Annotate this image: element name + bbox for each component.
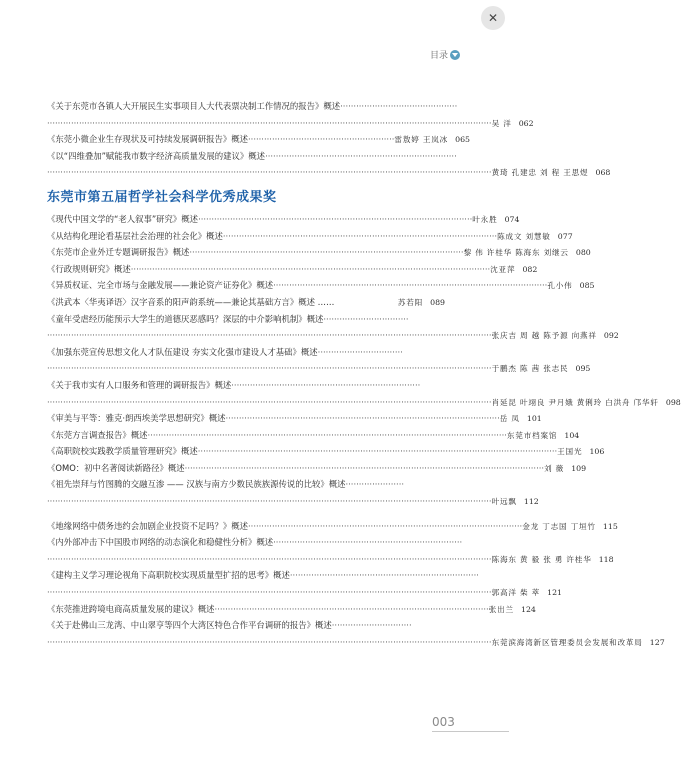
toc-label: 目录 (429, 51, 448, 61)
toc-entry[interactable]: 《东莞推进跨境电商高质量发展的建议》概述 ······································································································· 张出兰 124 (47, 601, 445, 618)
toc-entry[interactable]: 《内外部冲击下中国股市网络的动态演化和稳健性分析》概述 ······································································· ······································································································································································· 陈海东 黄 毅 张 勇 许桂华 118 (47, 534, 445, 567)
toc-entry[interactable]: 《异质权证、完全市场与金融发展——兼论资产证券化》概述 ······································································································· 孔小伟 085 (47, 277, 445, 294)
entry-title: 《现代中国文学的“老人叙事”研究》概述 (47, 213, 199, 224)
toc-entry[interactable]: 《审美与平等：雅克·朗西埃美学思想研究》概述 ······································································································· 岳 凤 101 (47, 410, 445, 427)
toc-entry[interactable]: 《建构主义学习理论视角下高职院校实现质量型扩招的思考》概述 ······································································· ······································································································································································· 郭高洋 柴 萃 121 (47, 567, 445, 600)
entry-page: 124 (521, 604, 536, 614)
entry-page: 095 (575, 364, 591, 374)
toc-entry[interactable]: 《高职院校实践教学质量管理研究》概述 ······································································································································· 王国光 106 (47, 443, 445, 460)
entry-page: 082 (522, 264, 538, 274)
entry-author: 刘 薇 (544, 463, 565, 473)
entry-page: 098 (665, 397, 681, 407)
entry-author: 陈海东 黄 毅 张 勇 许桂华 (491, 554, 592, 564)
entry-page: 092 (603, 331, 619, 341)
entry-page: 106 (589, 447, 605, 457)
entry-title: 《审美与平等：雅克·朗西埃美学思想研究》概述 (47, 413, 226, 424)
toc-entry[interactable]: 《行政规则研究》概述 ······································································································································· 沈亚萍 082 (47, 261, 445, 278)
toc-entry[interactable] (47, 294, 445, 311)
toc-entry[interactable]: 《东莞小微企业生存现状及可持续发展调研报告》概述 ······················································· 雷敖婷 王岚冰 065 (47, 131, 445, 148)
entry-title: 《东莞市企业外迁专题调研报告》概述 (47, 247, 190, 258)
entry-author: 黎 伟 许桂华 陈海东 刘继云 (463, 248, 569, 258)
entry-page: 115 (602, 521, 618, 531)
entry-title: 《地缘网络中债务违约会加剧企业投资不足吗？》概述 (47, 520, 248, 531)
entry-author: 金龙 丁志国 丁垣竹 (522, 521, 596, 531)
toc-entry[interactable]: 《关于赴佛山三龙湾、中山翠亨等四个大湾区特色合作平台调研的报告》概述 ······························ ······································································································································································· 东莞滨海湾新区管理委员会发展和改革局 127 (47, 617, 445, 650)
section-title: 东莞市第五届哲学社会科学优秀成果奖 (47, 189, 277, 205)
page-number: 003 (432, 715, 455, 729)
entry-author: 王国光 (557, 447, 583, 457)
entry-page: 121 (547, 588, 562, 598)
entry-title: 《异质权证、完全市场与金融发展——兼论资产证券化》概述 (47, 280, 274, 291)
entry-title: 《行政规则研究》概述 (47, 263, 131, 274)
entry-author: 张出兰 (488, 604, 514, 614)
entry-page: 104 (564, 430, 580, 440)
toc-entry[interactable]: 《祖先崇拜与竹图腾的交融互渗 —— 汉族与南方少数民族族源传说的比较》概述 ······················ ······································································································································································· 叶远飘 112 (47, 476, 445, 509)
entry-author: 叶远飘 (491, 497, 517, 507)
entry-author: 岳 凤 (499, 414, 520, 424)
entry-title: 《关于赴佛山三龙湾、中山翠亨等四个大湾区特色合作平台调研的报告》概述 (47, 620, 332, 631)
entry-title: 《OMO：初中名著阅读新路径》概述 (47, 462, 185, 473)
entry-author: 张庆吉 周 越 陈予源 向燕祥 (491, 331, 597, 341)
entry-page: 068 (595, 168, 611, 178)
entry-author: 沈亚萍 (490, 264, 516, 274)
entry-title: 《东莞方言调查报告》概述 (47, 429, 148, 440)
entry-title: 《东莞推进跨境电商高质量发展的建议》概述 (47, 603, 215, 614)
entry-title: 《以“四维叠加”赋能我市数字经济高质量发展的建议》概述 (47, 150, 266, 161)
entry-author: 郭高洋 柴 萃 (491, 588, 540, 598)
entry-page: 077 (557, 231, 573, 241)
entry-title: 《加强东莞宣传思想文化人才队伍建设 夯实文化强市建设人才基础》概述 (47, 346, 318, 357)
entry-author: 黄琦 孔建忠 刘 程 王思煜 (491, 168, 589, 178)
toc-entry[interactable]: 《童年受虐经历能预示大学生的道德厌恶感吗？深层的中介影响机制》概述 ································ ······································································································································································· 张庆吉 周 越 陈予源 向燕祥 092 (47, 311, 445, 344)
entry-page: 089 (430, 297, 445, 307)
entry-page: 118 (598, 554, 614, 564)
entry-title: 《东莞小微企业生存现状及可持续发展调研报告》概述 (47, 134, 248, 145)
entry-page: 109 (571, 463, 587, 473)
entry-author: 孔小伟 (547, 281, 573, 291)
entry-title: 《关于东莞市各镇人大开展民生实事项目人大代表票决制工作情况的报告》概述 (47, 101, 341, 111)
entry-page: 085 (579, 281, 595, 291)
toc-entry[interactable]: 《现代中国文学的“老人叙事”研究》概述 ······································································································· 叶永胜 074 (47, 211, 445, 228)
entry-title: 《建构主义学习理论视角下高职院校实现质量型扩招的思考》概述 (47, 570, 290, 581)
entry-author: 于鹏杰 陈 茜 张志民 (491, 364, 569, 374)
entry-page: 065 (455, 135, 470, 145)
toc-entry[interactable]: 《加强东莞宣传思想文化人才队伍建设 夯实文化强市建设人才基础》概述 ································ ······································································································································································· 于鹏杰 陈 茜 张志民 095 (47, 344, 445, 377)
entry-author: 吴 洋 (491, 118, 512, 128)
entry-page: 101 (526, 414, 542, 424)
entry-author: 雷敖婷 王岚冰 (394, 135, 448, 145)
toc-content (47, 98, 681, 650)
entry-page: 127 (649, 637, 665, 647)
toc-entry[interactable]: 《地缘网络中债务违约会加剧企业投资不足吗？》概述 ······································································································· 金龙 丁志国 丁垣竹 115 (47, 518, 445, 535)
toc-entry[interactable]: 《关于东莞市各镇人大开展民生实事项目人大代表票决制工作情况的报告》概述 ············································ ······································································································································································· 吴 洋 062 (47, 98, 445, 131)
entry-page: 062 (518, 118, 534, 128)
close-icon[interactable]: ✕ (481, 6, 505, 30)
entry-author: 苏若阳 (397, 297, 423, 307)
entry-title: 《高职院校实践教学质量管理研究》概述 (47, 446, 198, 457)
toc-entry[interactable]: 《以“四维叠加”赋能我市数字经济高质量发展的建议》概述 ········································································ ······································································································································································· 黄琦 孔建忠 刘 程 王思煜 068 (47, 148, 445, 181)
entry-author: 肖延昆 叶翊良 尹月娥 黄俐玲 白洪舟 邝华轩 (491, 397, 659, 407)
toc-entry[interactable]: 《东莞方言调查报告》概述 ······································································································································· 东莞市档案馆 104 (47, 427, 445, 444)
entry-author: 东莞市档案馆 (506, 430, 558, 440)
toc-entry[interactable]: 《东莞市企业外迁专题调研报告》概述 ······································································································· 黎 伟 许桂华 陈海东 刘继云 080 (47, 244, 445, 261)
entry-page: 074 (504, 214, 520, 224)
entry-title: 《童年受虐经历能预示大学生的道德厌恶感吗？深层的中介影响机制》概述 (47, 313, 324, 324)
entry-author: 叶永胜 (472, 214, 498, 224)
toc-entry[interactable]: 《关于我市实有人口服务和管理的调研报告》概述 ······································································· ······································································································································································· 肖延昆 叶翊良 尹月娥 黄俐玲 白洪舟 邝华轩 098 (47, 377, 445, 410)
entry-title: 《内外部冲击下中国股市网络的动态演化和稳健性分析》概述 (47, 537, 274, 548)
entry-author: 陈成文 刘慧敏 (497, 231, 551, 241)
footer-divider (432, 731, 509, 732)
toc-entry[interactable]: 《从结构化理论看基层社会治理的社会化》概述 ······································································································· 陈成文 刘慧敏 077 (47, 228, 445, 245)
entry-title: 《从结构化理论看基层社会治理的社会化》概述 (47, 230, 223, 241)
toc-entry[interactable]: 《OMO：初中名著阅读新路径》概述 ······································································································································· 刘 薇 109 (47, 460, 445, 477)
entry-title: 《祖先崇拜与竹图腾的交融互渗 —— 汉族与南方少数民族族源传说的比较》概述 (47, 479, 346, 490)
toc-button[interactable] (430, 48, 460, 61)
entry-author: 东莞滨海湾新区管理委员会发展和改革局 (491, 637, 643, 647)
entry-title: 《关于我市实有人口服务和管理的调研报告》概述 (47, 379, 232, 390)
entry-page: 112 (523, 497, 539, 507)
entry-page: 080 (575, 248, 591, 258)
entry-title: 《洪武本〈华夷译语〉汉字音系的阳声韵系统——兼论其基础方言》概述 …… (47, 296, 335, 307)
chevron-down-icon (450, 50, 460, 60)
